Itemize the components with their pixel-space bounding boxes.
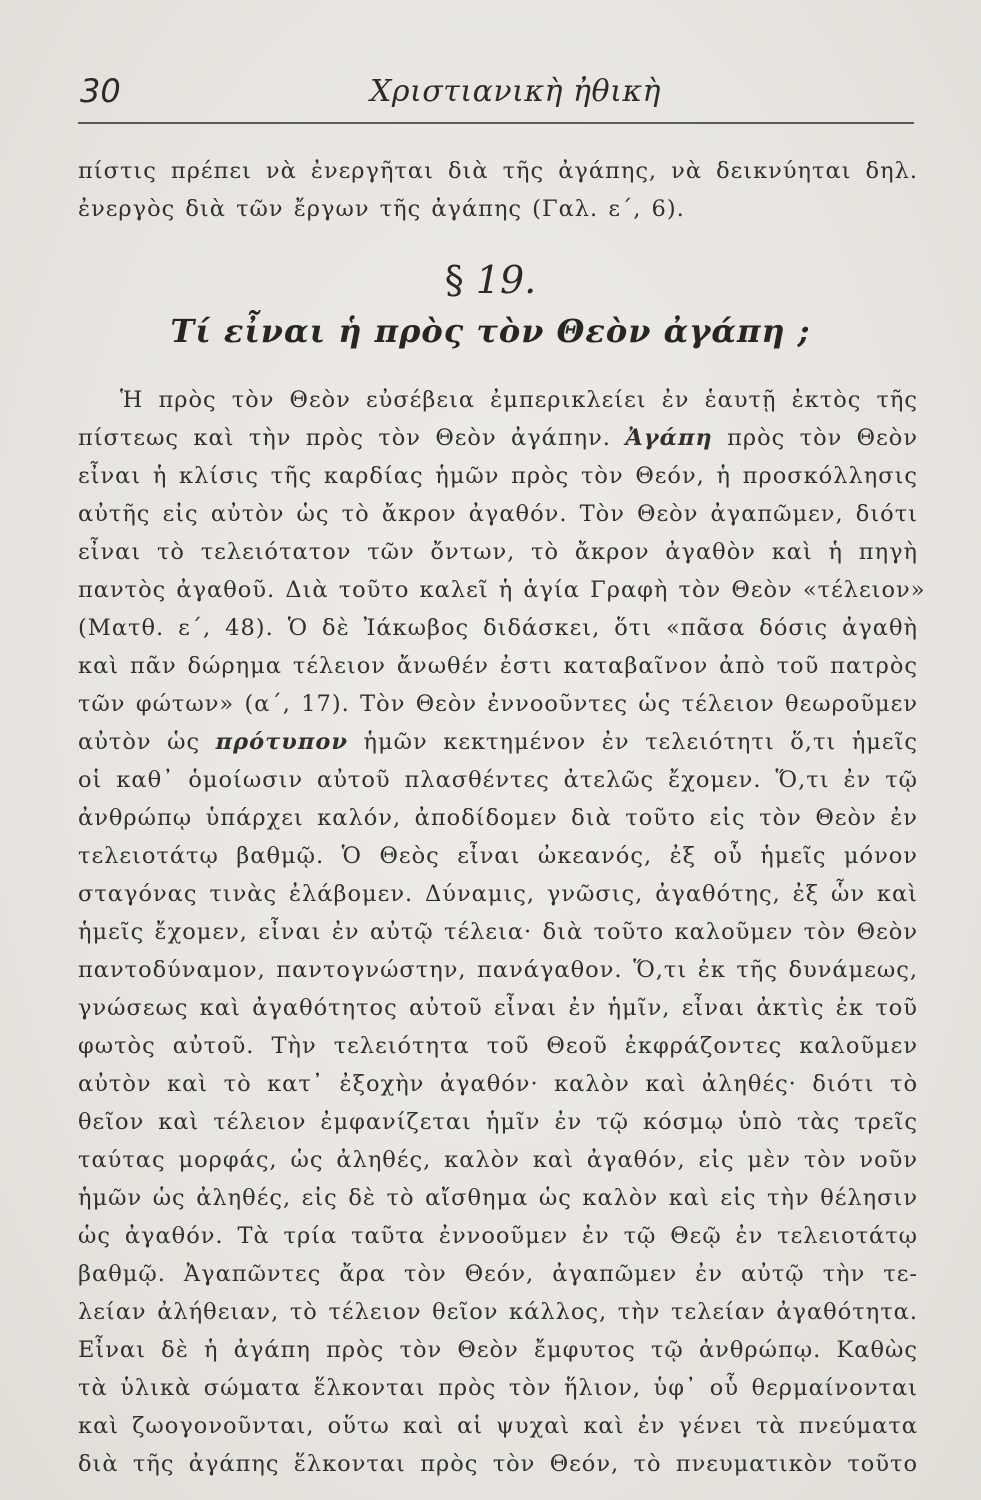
text-line: φωτὸς αὐτοῦ. Τὴν τελειότητα τοῦ Θεοῦ ἐκφράζοντες καλοῦμεν xyxy=(78,1033,918,1059)
text-line: ἡμεῖς ἔχομεν, εἶναι ἐν αὐτῷ τέλεια· διὰ τοῦτο καλοῦμεν τὸν Θεὸν xyxy=(78,919,918,945)
text-line: παντὸς ἀγαθοῦ. Διὰ τοῦτο καλεῖ ἡ ἁγία Γραφὴ τὸν Θεὸν «τέλειον» xyxy=(78,577,926,603)
text-line: σταγόνας τινὰς ἐλάβομεν. Δύναμις, γνῶσις, ἀγαθότης, ἐξ ὧν καὶ xyxy=(78,881,918,907)
text-line: θεῖον καὶ τέλειον ἐμφανίζεται ἡμῖν ἐν τῷ κόσμῳ ὑπὸ τὰς τρεῖς xyxy=(78,1109,918,1135)
text-line: γνώσεως καὶ ἀγαθότητος αὐτοῦ εἶναι ἐν ἡμῖν, εἶναι ἀκτὶς ἐκ τοῦ xyxy=(78,995,918,1021)
page-header xyxy=(80,72,910,118)
text-line: τὰ ὑλικὰ σώματα ἕλκονται πρὸς τὸν ἥλιον, ὑφ᾽ οὗ θερμαίνονται xyxy=(78,1375,918,1401)
header-rule xyxy=(78,122,914,124)
text-line: καὶ ζωογονοῦνται, οὕτω καὶ αἱ ψυχαὶ καὶ ἐν γένει τὰ πνεύματα xyxy=(78,1413,918,1439)
page-number: 30 xyxy=(80,72,121,110)
section-number xyxy=(0,258,981,302)
section-number-value: 19. xyxy=(475,258,537,302)
running-title: Χριστιανικὴ ἠθικὴ xyxy=(370,74,661,109)
text-line: βαθμῷ. Ἀγαπῶντες ἄρα τὸν Θεόν, ἀγαπῶμεν ἐν αὐτῷ τὴν τε- xyxy=(78,1261,918,1287)
text-run: αὐτὸν ὡς xyxy=(78,729,216,755)
text-line: αὐτῆς εἰς αὐτὸν ὡς τὸ ἄκρον ἀγαθόν. Τὸν Θεὸν ἀγαπῶμεν, διότι xyxy=(78,501,918,527)
text-line: οἱ καθ᾽ ὁμοίωσιν αὐτοῦ πλασθέντες ἀτελῶς ἔχομεν. Ὅ,τι ἐν τῷ xyxy=(78,767,918,793)
text-line: ἀνθρώπῳ ὑπάρχει καλόν, ἀποδίδομεν διὰ τοῦτο εἰς τὸν Θεὸν ἐν xyxy=(78,805,918,831)
text-line: τῶν φώτων» (α΄, 17). Τὸν Θεὸν ἐννοοῦντες ὡς τέλειον θεωροῦμεν xyxy=(78,691,918,717)
text-line: παντοδύναμον, παντογνώστην, πανάγαθον. Ὅ,τι ἐκ τῆς δυνάμεως, xyxy=(78,957,918,983)
text-line: εἶναι ἡ κλίσις τῆς καρδίας ἡμῶν πρὸς τὸν Θεόν, ἡ προσκόλλησις xyxy=(78,463,918,489)
text-line: εἶναι τὸ τελειότατον τῶν ὄντων, τὸ ἄκρον ἀγαθὸν καὶ ἡ πηγὴ xyxy=(78,539,918,565)
section-title: Τί εἶναι ἡ πρὸς τὸν Θεὸν ἀγάπη ; xyxy=(170,312,811,350)
section-sign: § xyxy=(444,258,464,302)
text-line: ἡμῶν ὡς ἀληθές, εἰς δὲ τὸ αἴσθημα ὡς καλὸν καὶ εἰς τὴν θέλησιν xyxy=(78,1185,918,1211)
text-line: Ἡ πρὸς τὸν Θεὸν εὐσέβεια ἐμπερικλείει ἐν ἑαυτῇ ἐκτὸς τῆς xyxy=(120,387,918,413)
text-line: ἐνεργὸς διὰ τῶν ἔργων τῆς ἀγάπης (Γαλ. ε΄, 6). xyxy=(78,196,685,222)
text-line: διὰ τῆς ἀγάπης ἕλκονται πρὸς τὸν Θεόν, τὸ πνευματικὸν τοῦτο xyxy=(78,1451,918,1477)
emphasis-prototypon: πρότυπον xyxy=(215,729,348,755)
text-line: καὶ πᾶν δώρημα τέλειον ἄνωθέν ἐστι καταβαῖνον ἀπὸ τοῦ πατρὸς xyxy=(78,653,918,679)
text-run: πρὸς τὸν Θεὸν xyxy=(712,425,918,451)
text-line: ὡς ἀγαθόν. Τὰ τρία ταῦτα ἐννοοῦμεν ἐν τῷ Θεῷ ἐν τελειοτάτῳ xyxy=(78,1223,918,1249)
text-line: (Ματθ. ε΄, 48). Ὁ δὲ Ἰάκωβος διδάσκει, ὅτι «πᾶσα δόσις ἀγαθὴ xyxy=(78,615,918,641)
text-run: ἡμῶν κεκτημένον ἐν τελειότητι ὅ,τι ἡμεῖς xyxy=(347,729,918,755)
text-line: Εἶναι δὲ ἡ ἀγάπη πρὸς τὸν Θεὸν ἔμφυτος τῷ ἀνθρώπῳ. Καθὼς xyxy=(78,1337,918,1363)
text-line xyxy=(78,419,918,457)
text-run: πίστεως καὶ τὴν πρὸς τὸν Θεὸν ἀγάπην. xyxy=(78,425,626,451)
text-line: ταύτας μορφάς, ὡς ἀληθές, καλὸν καὶ ἀγαθόν, εἰς μὲν τὸν νοῦν xyxy=(78,1147,918,1173)
text-line: λείαν ἀλήθειαν, τὸ τέλειον θεῖον κάλλος, τὴν τελείαν ἀγαθότητα. xyxy=(78,1299,918,1325)
text-line: αὐτὸν καὶ τὸ κατ᾽ ἐξοχὴν ἀγαθόν· καλὸν καὶ ἀληθές· διότι τὸ xyxy=(78,1071,918,1097)
text-line: πίστις πρέπει νὰ ἐνεργῆται διὰ τῆς ἀγάπης, νὰ δεικνύηται δηλ. xyxy=(78,158,918,184)
text-line: τελειοτάτῳ βαθμῷ. Ὁ Θεὸς εἶναι ὠκεανός, ἐξ οὗ ἡμεῖς μόνον xyxy=(78,843,918,869)
text-line xyxy=(78,723,918,761)
emphasis-agape: Ἀγάπη xyxy=(625,425,713,451)
